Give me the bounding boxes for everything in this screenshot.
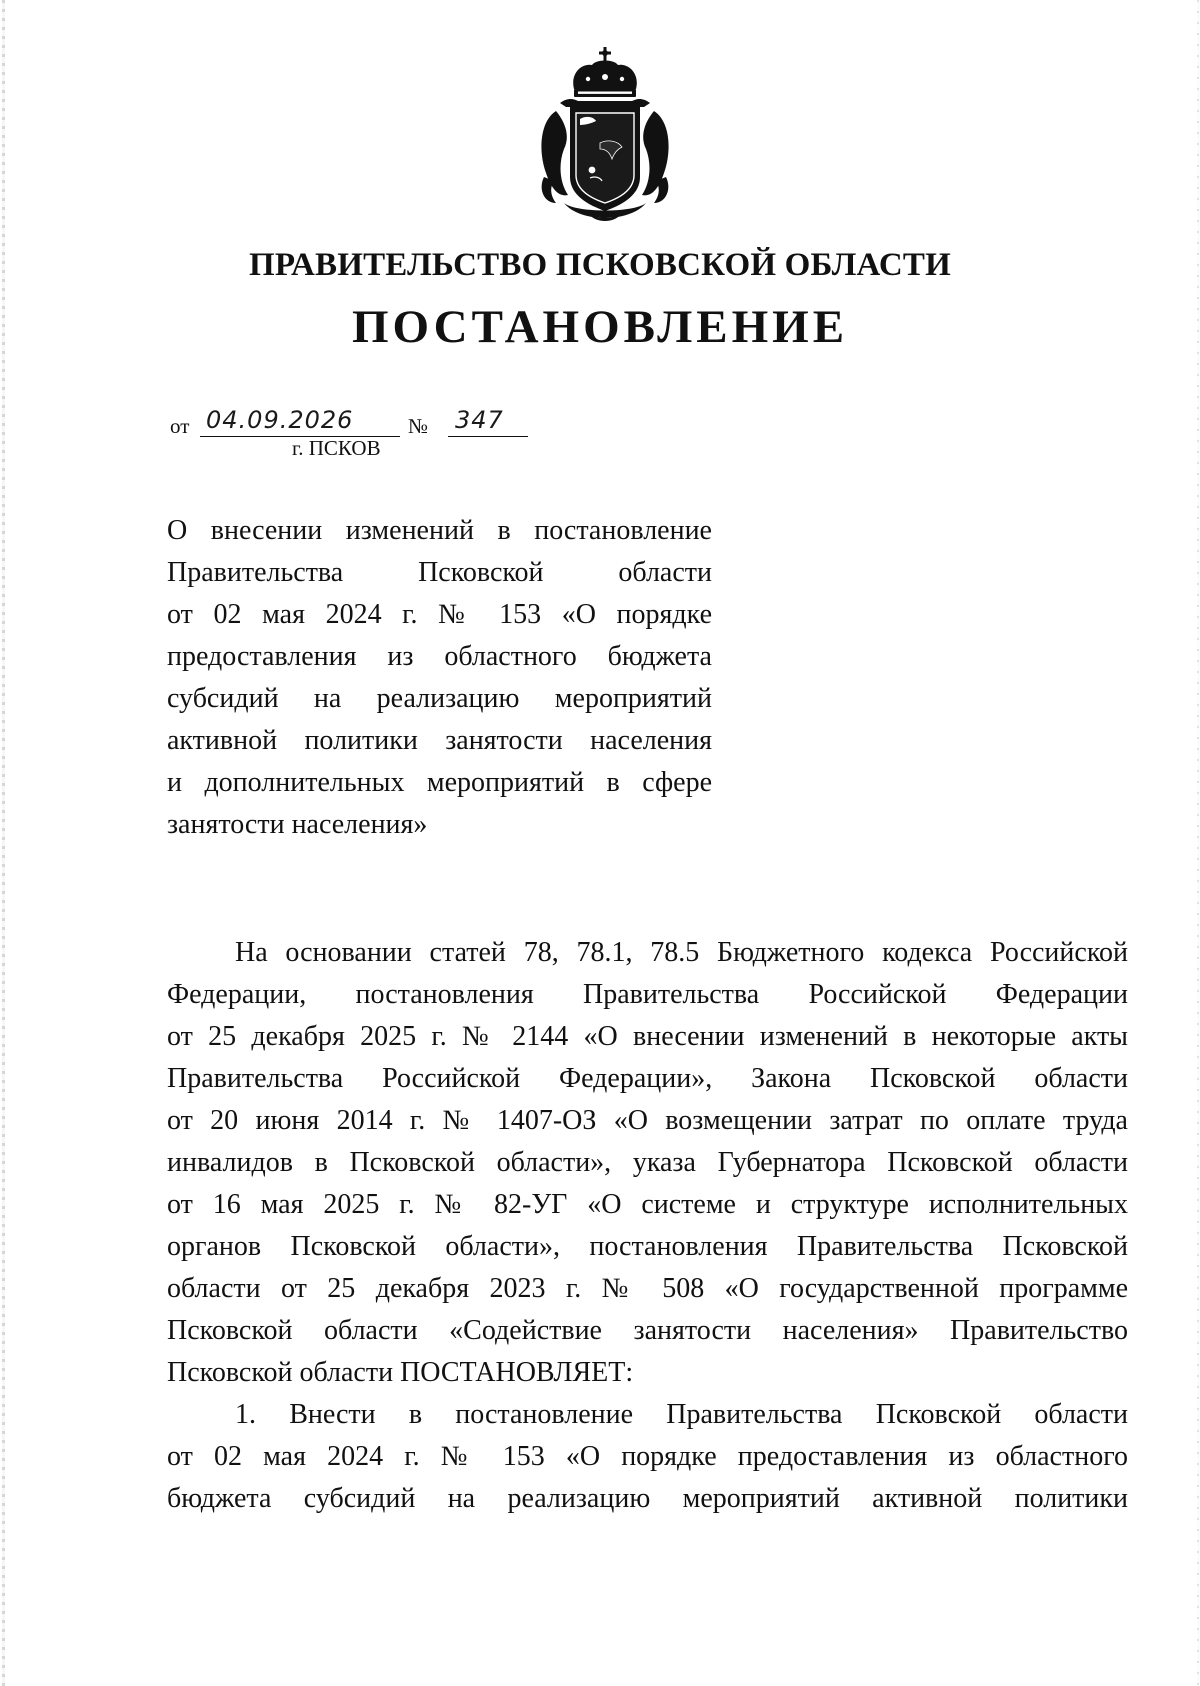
body-line: от 02 мая 2024 г. № 153 «О порядке предоставления из областного (167, 1441, 1128, 1472)
handwritten-date: 04.09.2026 (206, 406, 354, 434)
document-body (167, 932, 1128, 1520)
subject-line: субсидий на реализацию мероприятий (167, 683, 712, 714)
body-line: бюджета субсидий на реализацию мероприятий активной политики (167, 1483, 1128, 1514)
body-line: 1. Внести в постановление Правительства Псковской области (235, 1399, 1128, 1430)
body-line: Правительства Российской Федерации», Закона Псковской области (167, 1063, 1128, 1094)
number-label: № (408, 414, 429, 438)
body-line: На основании статей 78, 78.1, 78.5 Бюджетного кодекса Российской (235, 937, 1128, 968)
subject-line: активной политики занятости населения (167, 725, 712, 756)
subject-line: О внесении изменений в постановление (167, 515, 712, 546)
document-type-heading: ПОСТАНОВЛЕНИЕ (351, 301, 849, 353)
subject-line: занятости населения» (167, 809, 428, 840)
body-line: Федерации, постановления Правительства Российской Федерации (167, 979, 1128, 1010)
body-line: от 16 мая 2025 г. № 82-УГ «О системе и структуре исполнительных (167, 1189, 1128, 1220)
date-from-label: от (170, 414, 190, 438)
document-subject (167, 510, 712, 846)
body-line: Псковской области «Содействие занятости населения» Правительство (167, 1315, 1128, 1346)
subject-line: Правительства Псковской области (167, 557, 712, 588)
body-line: области от 25 декабря 2023 г. № 508 «О государственной программе (167, 1273, 1128, 1304)
body-line: органов Псковской области», постановления Правительства Псковской (167, 1231, 1128, 1262)
body-line: Псковской области ПОСТАНОВЛЯЕТ: (167, 1357, 634, 1388)
subject-line: от 02 мая 2024 г. № 153 «О порядке (167, 599, 712, 630)
government-title: ПРАВИТЕЛЬСТВО ПСКОВСКОЙ ОБЛАСТИ (248, 247, 952, 283)
number-underline (448, 436, 528, 437)
subject-line: предоставления из областного бюджета (167, 641, 712, 672)
body-line: инвалидов в Псковской области», указа Губернатора Псковской области (167, 1147, 1128, 1178)
city-label: г. ПСКОВ (292, 436, 381, 460)
handwritten-number: 347 (455, 406, 504, 434)
body-line: от 20 июня 2014 г. № 1407-ОЗ «О возмещении затрат по оплате труда (167, 1105, 1128, 1136)
body-line: от 25 декабря 2025 г. № 2144 «О внесении изменений в некоторые акты (167, 1021, 1128, 1052)
subject-line: и дополнительных мероприятий в сфере (167, 767, 712, 798)
pskov-coat-of-arms-icon (530, 45, 680, 225)
